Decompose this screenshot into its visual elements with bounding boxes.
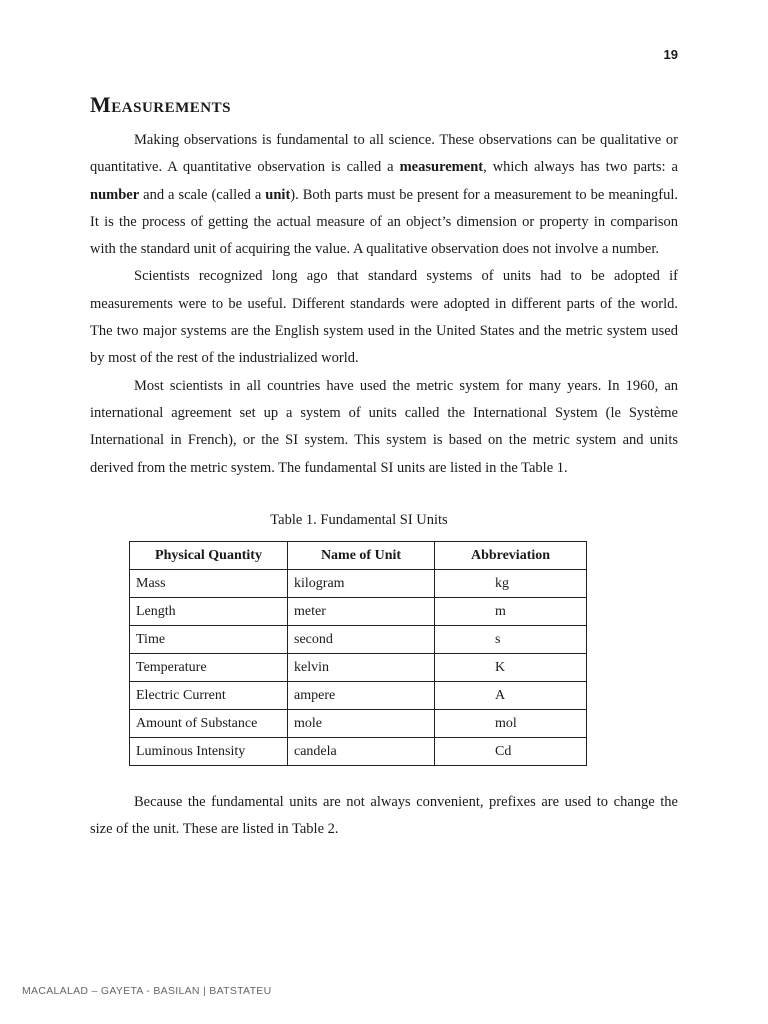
body-text-top [90,127,678,482]
si-units-table [129,541,587,766]
text-run: Making observations is fundamental to all science. These observations can be qualitative or quantitative. A quantitative observation is called a [90,132,678,176]
text-run: Most scientists in all countries have used the metric system for many years. In 1960, an international agreement set up a system of units called the International System (le Système International in French), or the SI system. This system is based on the metric system and units derived from the metric system. The fundamental SI units are listed in the Table 1. [90,377,678,476]
table-row [130,654,587,682]
paragraph [90,789,678,844]
table-row [130,682,587,710]
page-number: 19 [663,47,678,62]
quantity-cell: Electric Current [130,682,288,710]
table-body [130,570,587,766]
quantity-cell: Length [130,598,288,626]
unit-name-cell: kilogram [288,570,435,598]
page-title: Measurements [90,92,231,117]
paragraph [90,127,678,263]
unit-name-cell: meter [288,598,435,626]
bold-term: measurement [399,159,484,176]
table-row [130,738,587,766]
table-row [130,570,587,598]
quantity-cell: Temperature [130,654,288,682]
quantity-cell: Mass [130,570,288,598]
bold-term: number [90,186,140,203]
table-caption: Table 1. Fundamental SI Units [270,512,448,528]
unit-name-cell: kelvin [288,654,435,682]
table-header-row [130,542,587,570]
paragraph [90,373,678,482]
abbreviation-cell: Cd [435,738,587,766]
abbreviation-cell: s [435,626,587,654]
abbreviation-cell: kg [435,570,587,598]
text-run: Because the fundamental units are not always convenient, prefixes are used to change the size of the unit. These are listed in Table 2. [90,794,678,838]
abbreviation-cell: K [435,654,587,682]
quantity-cell: Time [130,626,288,654]
abbreviation-cell: A [435,682,587,710]
text-run: and a scale (called a [139,186,266,203]
abbreviation-cell: m [435,598,587,626]
unit-name-cell: candela [288,738,435,766]
column-header: Abbreviation [435,542,587,570]
column-header: Physical Quantity [130,542,288,570]
bold-term: unit [265,186,291,203]
text-run: , which always has two parts: a [483,159,678,176]
paragraph [90,263,678,372]
text-run: ). Both parts must be present for a measurement to be meaningful. It is the process of getting the actual measure of an object’s dimension or property in comparison with the standard unit of acquiring the value. A qualitative observation does not involve a number. [90,186,678,258]
unit-name-cell: mole [288,710,435,738]
footer-authors: MACALALAD – GAYETA - BASILAN | BATSTATEU [22,985,272,997]
table-row [130,598,587,626]
quantity-cell: Amount of Substance [130,710,288,738]
table-row [130,710,587,738]
text-run: Scientists recognized long ago that standard systems of units had to be adopted if measurements were to be useful. Different standards were adopted in different parts of the world. The two major systems are the English system used in the United States and the metric system used by most of the rest of the industrialized world. [90,268,678,367]
quantity-cell: Luminous Intensity [130,738,288,766]
unit-name-cell: second [288,626,435,654]
unit-name-cell: ampere [288,682,435,710]
table-row [130,626,587,654]
body-text-bottom [90,789,678,844]
column-header: Name of Unit [288,542,435,570]
abbreviation-cell: mol [435,710,587,738]
